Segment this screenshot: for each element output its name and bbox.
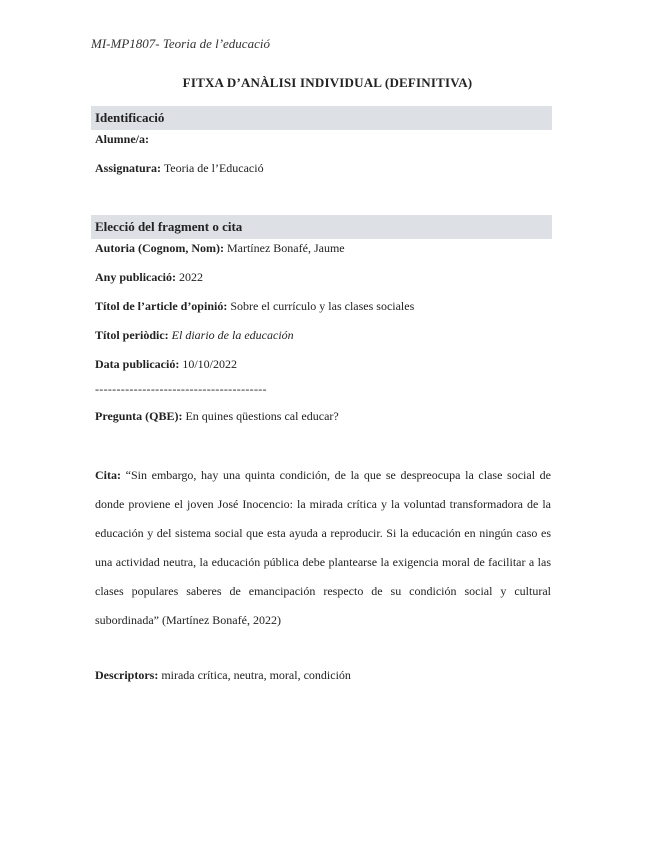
date-label: Data publicació: — [95, 357, 180, 371]
dashed-separator: ---------------------------------------- — [95, 382, 267, 396]
section-selection-heading: Elecció del fragment o cita — [91, 215, 552, 239]
year-label: Any publicació: — [95, 270, 177, 284]
quote-label: Cita: — [95, 468, 121, 482]
date-value: 10/10/2022 — [182, 357, 238, 371]
section-identification-heading: Identificació — [91, 106, 552, 130]
article-title-label: Títol de l’article d’opinió: — [95, 299, 228, 313]
article-title-field — [95, 299, 414, 314]
author-label: Autoria (Cognom, Nom): — [95, 241, 224, 255]
descriptors-label: Descriptors: — [95, 668, 159, 682]
date-field — [95, 357, 237, 372]
newspaper-field — [95, 328, 294, 343]
page-header-course: MI-MP1807- Teoria de l’educació — [91, 36, 270, 51]
year-value: 2022 — [179, 270, 204, 284]
subject-label: Assignatura: — [95, 161, 162, 175]
document-title: FITXA D’ANÀLISI INDIVIDUAL (DEFINITIVA) — [182, 75, 473, 90]
student-field — [95, 132, 149, 147]
question-label: Pregunta (QBE): — [95, 409, 183, 423]
author-value: Martínez Bonafé, Jaume — [226, 241, 345, 255]
subject-field — [95, 161, 264, 176]
descriptors-field — [95, 668, 351, 683]
author-field — [95, 241, 345, 256]
student-label: Alumne/a: — [95, 132, 149, 146]
year-field — [95, 270, 203, 285]
article-title-value: Sobre el currículo y las clases sociales — [230, 299, 415, 313]
quote-block — [95, 461, 551, 635]
descriptors-value: mirada crítica, neutra, moral, condición — [161, 668, 351, 682]
subject-value: Teoria de l’Educació — [163, 161, 264, 175]
newspaper-label: Títol periòdic: — [95, 328, 169, 342]
question-value: En quines qüestions cal educar? — [185, 409, 339, 423]
newspaper-value: El diario de la educación — [171, 328, 294, 342]
quote-text: “Sin embargo, hay una quinta condición, de la que se despreocupa la clase social de donde proviene el joven José Inocencio: la mirada crítica y la voluntad transformadora de la educación y del sistema social que esta ayuda a reproducir. Si la educación en ningún caso es una actividad neutra, la educación pública debe plantearse la exigencia moral de facilitar a las clases populares saberes de emancipación respecto de su condición social y cultural subordinada” (Martínez Bonafé, 2022) — [95, 468, 552, 627]
question-field — [95, 409, 339, 424]
